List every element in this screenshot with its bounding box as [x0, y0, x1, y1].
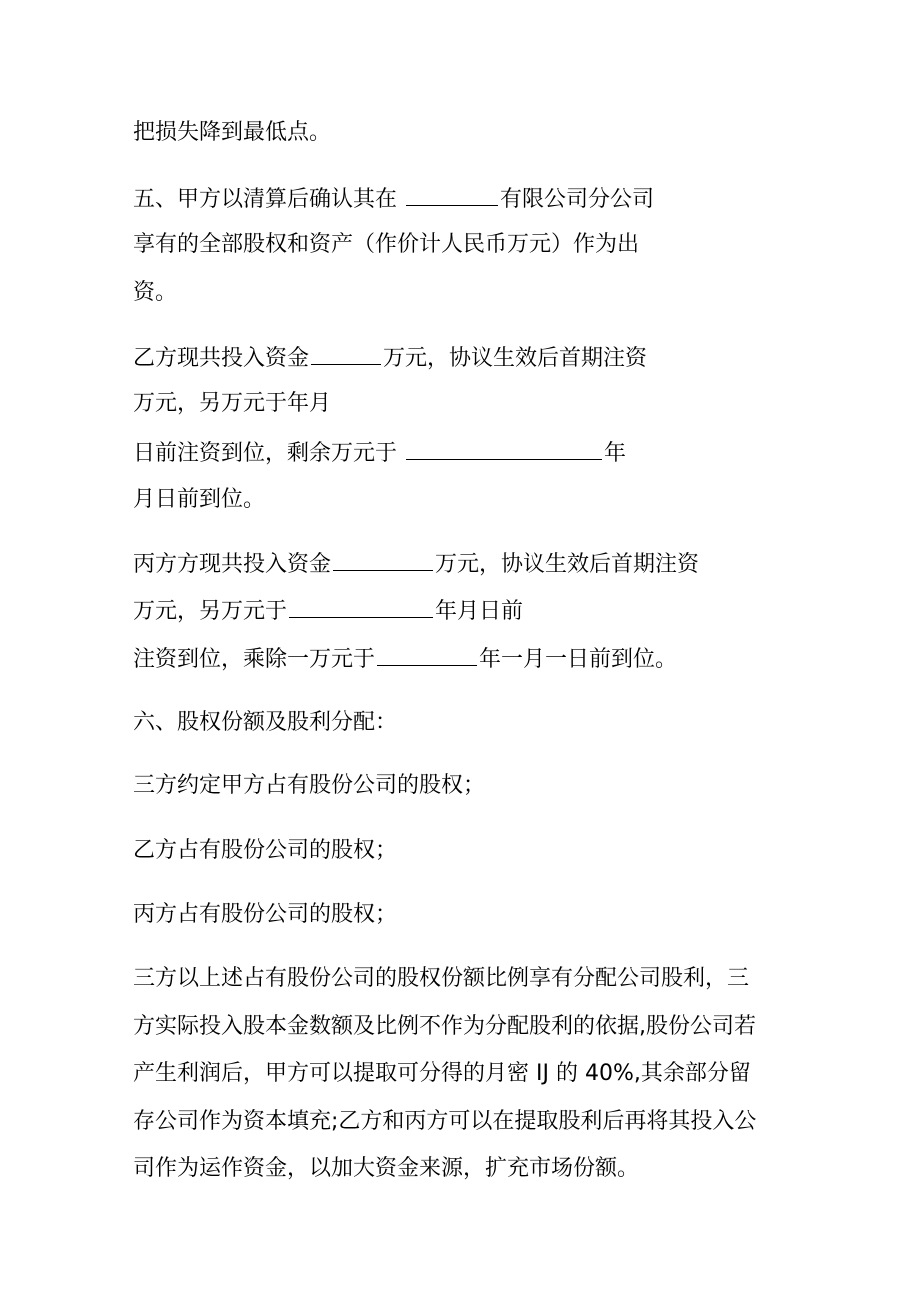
text-line: [133, 595, 523, 627]
fill-in-blank: [333, 548, 433, 571]
line-text: 月日前到位。: [133, 487, 266, 512]
line-text: 乙方现共投入资金: [133, 346, 310, 371]
text-line: [133, 1154, 639, 1184]
line-text: 万元，协议生效后首期注资: [435, 552, 700, 577]
text-line: [133, 1012, 756, 1042]
text-line: [133, 278, 177, 308]
line-text: 六、股权份额及股利分配：: [133, 710, 398, 735]
text-line: [133, 485, 265, 515]
fill-in-blank: [289, 595, 433, 618]
line-text: 三方以上述占有股份公司的股权份额比例享有分配公司股利，三: [133, 966, 750, 991]
fill-in-blank: [377, 643, 477, 666]
line-text: 方实际投入股本金数额及比例不作为分配股利的依据,股份公司若: [133, 1014, 756, 1039]
line-text: 万元，协议生效后首期注资: [383, 346, 648, 371]
line-text: 资。: [133, 280, 178, 305]
line-text: 五、甲方以清算后确认其在: [133, 187, 404, 212]
section-heading: [133, 708, 397, 738]
line-text: 年一月一日前到位。: [479, 647, 678, 672]
line-text: 年月日前: [435, 599, 524, 624]
text-line: [133, 1059, 751, 1089]
line-text: 万元，另万元于: [133, 599, 288, 624]
line-text: 注资到位，乘除一万元于: [133, 647, 376, 672]
line-text: 存公司作为资本填充;乙方和丙方可以在提取股利后再将其投入公: [133, 1109, 757, 1134]
text-line: [133, 900, 397, 930]
line-text: 产生利润后，甲方可以提取可分得的月密 IJ 的 40%,其余部分留: [133, 1061, 751, 1086]
text-line: [133, 836, 397, 866]
line-text: 有限公司分公司: [500, 187, 655, 212]
fill-in-blank: [311, 342, 381, 365]
fill-in-blank: [406, 183, 498, 206]
line-text: 日前注资到位，剩余万元于: [133, 441, 404, 466]
text-line: [133, 118, 331, 148]
text-line: [133, 342, 647, 374]
line-text: 享有的全部股权和资产（作价计人民币万元）作为出: [133, 232, 640, 257]
line-text: 司作为运作资金，以加大资金来源，扩充市场份额。: [133, 1156, 640, 1181]
line-text: 丙方方现共投入资金: [133, 552, 332, 577]
text-line: [133, 183, 654, 215]
text-line: [133, 230, 639, 260]
fill-in-blank: [406, 437, 602, 460]
line-text: 把损失降到最低点。: [133, 120, 332, 145]
line-text: 乙方占有股份公司的股权；: [133, 838, 398, 863]
text-line: [133, 771, 485, 801]
text-line: [133, 964, 749, 994]
line-text: 年: [604, 441, 627, 466]
text-line: [133, 1107, 756, 1137]
line-text: 丙方占有股份公司的股权；: [133, 902, 398, 927]
text-line: [133, 389, 331, 419]
line-text: 万元，另万元于年月: [133, 391, 332, 416]
text-line: [133, 643, 677, 675]
line-text: 三方约定甲方占有股份公司的股权；: [133, 773, 486, 798]
text-line: [133, 548, 699, 580]
text-line: [133, 437, 626, 469]
